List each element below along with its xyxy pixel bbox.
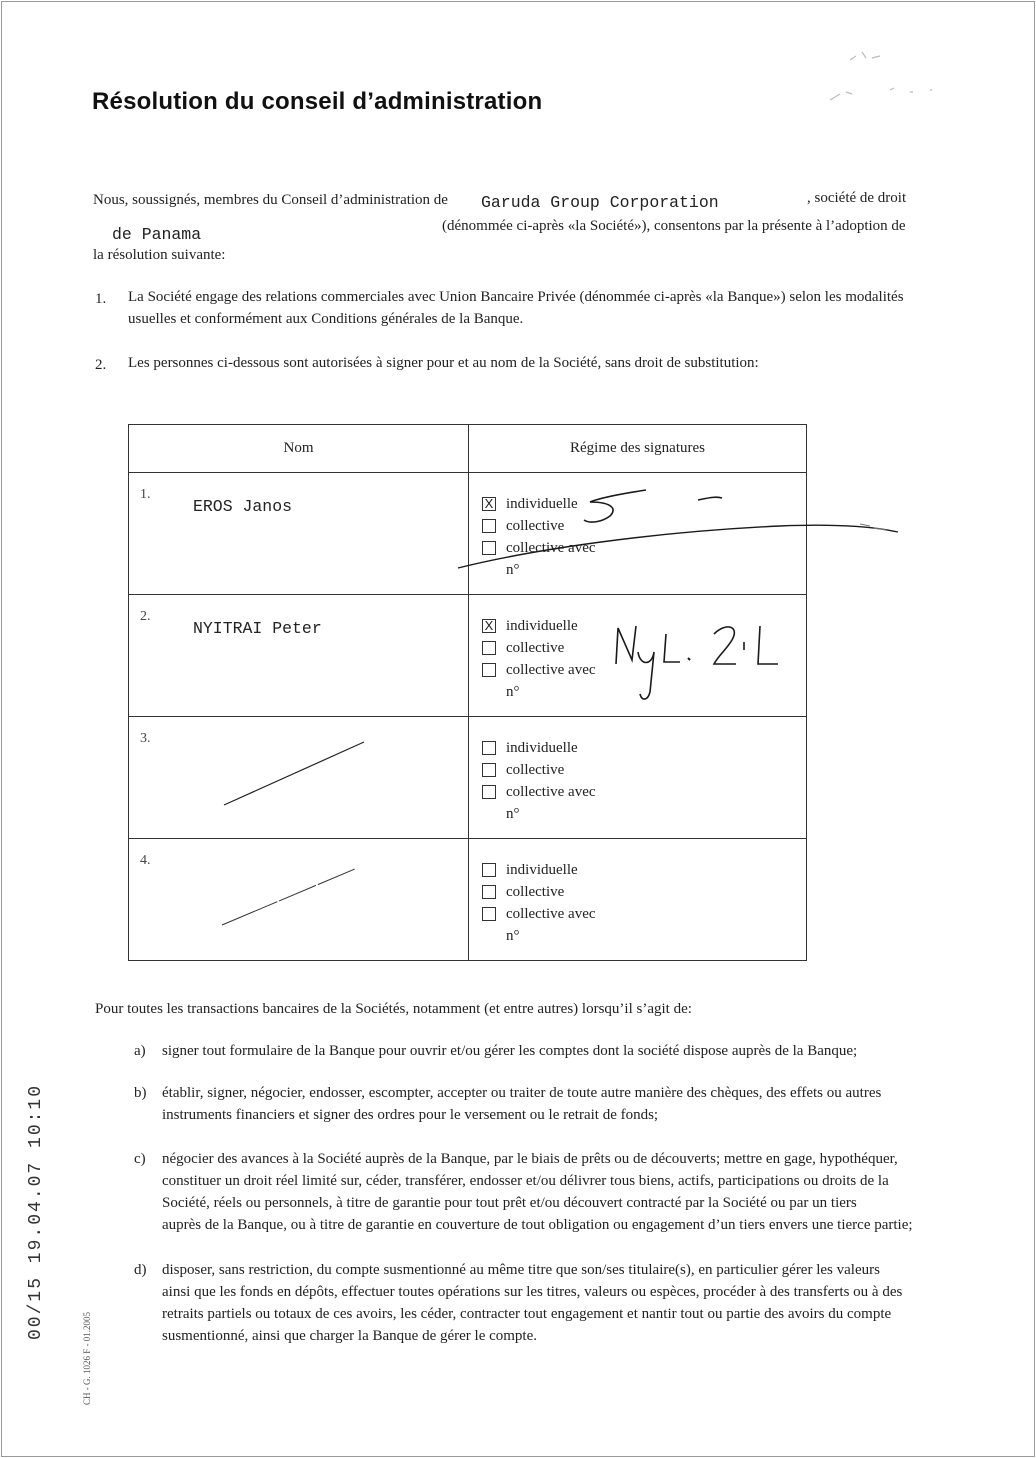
form-code: CH - G. 1026 F - 01.2005 — [82, 1311, 92, 1405]
checkbox-individuelle[interactable]: X — [482, 497, 496, 511]
checkbox-individuelle[interactable] — [482, 741, 496, 755]
row-number: 3. — [140, 731, 151, 746]
list-line: signer tout formulaire de la Banque pour ouvrir et/ou gérer les comptes dont la société dispose auprès de la Banque; — [162, 1043, 858, 1059]
regime-options — [482, 615, 596, 703]
list-letter: d) — [134, 1262, 147, 1278]
number-label: n° — [506, 928, 520, 944]
document-title: Résolution du conseil d’administration — [92, 88, 543, 115]
intro-mid: (dénommée ci-après «la Société»), consentons par la présente à l’adoption de — [442, 218, 906, 234]
list-line: négocier des avances à la Société auprès de la Banque, par le biais de prêts ou de découverts; mettre en gage, hypothéquer, — [162, 1151, 898, 1167]
option-label: collective avec — [506, 784, 596, 800]
strike-line — [219, 737, 369, 812]
option-label: individuelle — [506, 618, 578, 634]
intro-after-company: , société de droit — [807, 190, 907, 206]
list-line: établir, signer, négocier, endosser, escompter, accepter ou traiter de toute autre manière des chèques, des effets ou autres — [162, 1085, 882, 1101]
clause-2-number: 2. — [95, 357, 107, 373]
row-number: 1. — [140, 487, 151, 502]
option-label: collective avec — [506, 540, 596, 556]
option-label: collective — [506, 640, 565, 656]
column-header-name: Nom — [129, 425, 469, 473]
regime-options — [482, 859, 596, 947]
fax-stamp-text: 00/15 19.04.07 10:10 — [26, 1083, 46, 1340]
list-line: constituer un droit réel limité sur, céder, transférer, endosser et/ou délivrer tous biens, actifs, participations ou droits de la — [162, 1173, 889, 1189]
list-letter: a) — [134, 1043, 146, 1059]
table-row — [129, 839, 807, 961]
signature-nyitrai — [610, 612, 790, 707]
number-label: n° — [506, 562, 520, 578]
option-label: individuelle — [506, 496, 578, 512]
checkbox-collective-avec[interactable] — [482, 907, 496, 921]
signatory-name: EROS Janos — [193, 497, 293, 516]
option-label: collective avec — [506, 662, 596, 678]
list-line: instruments financiers et signer des ordres pour le versement ou le retrait de fonds; — [162, 1107, 659, 1123]
checkbox-individuelle[interactable]: X — [482, 619, 496, 633]
row-number: 4. — [140, 853, 151, 868]
jurisdiction: de Panama — [112, 225, 202, 244]
checkbox-collective[interactable] — [482, 885, 496, 899]
table-row — [129, 717, 807, 839]
intro-end: la résolution suivante: — [93, 247, 226, 263]
option-label: collective — [506, 762, 565, 778]
list-line: auprès de la Banque, ou à titre de garantie en couverture de tout obligation ou engagement d’un tiers envers une tierce partie; — [162, 1217, 913, 1233]
option-label: individuelle — [506, 862, 578, 878]
clause-1-line: La Société engage des relations commerciales avec Union Bancaire Privée (dénommée ci-après «la Banque») selon les modalités — [128, 289, 904, 305]
row-number: 2. — [140, 609, 151, 624]
clause-1-number: 1. — [95, 291, 107, 307]
signatory-name: NYITRAI Peter — [193, 619, 322, 638]
company-name: Garuda Group Corporation — [481, 193, 719, 212]
regime-options — [482, 737, 596, 825]
number-label: n° — [506, 684, 520, 700]
list-line: disposer, sans restriction, du compte susmentionné au même titre que son/ses titulaire(s), en particulier gérer les valeurs — [162, 1262, 880, 1278]
list-line: Société, réels ou personnels, à titre de garantie pour tout prêt et/ou découvert contracté par la Société ou par un tiers — [162, 1195, 857, 1211]
list-line: susmentionné, ainsi que charger la Banque de gérer le compte. — [162, 1328, 538, 1344]
checkbox-collective-avec[interactable] — [482, 663, 496, 677]
checkbox-individuelle[interactable] — [482, 863, 496, 877]
option-label: collective avec — [506, 906, 596, 922]
clause-1 — [128, 286, 958, 330]
list-line: retraits partiels ou totaux de ces avoirs, les céder, contracter tout engagement et nantir tout ou partie des avoirs du compte — [162, 1306, 892, 1322]
intro-lead: Nous, soussignés, membres du Conseil d’administration de — [93, 192, 448, 208]
list-line: ainsi que les fonds en dépôts, effectuer toutes opérations sur les titres, valeurs ou espèces, procéder à des transferts ou à des — [162, 1284, 903, 1300]
strike-line — [219, 861, 369, 931]
option-label: collective — [506, 518, 565, 534]
clause-2: Les personnes ci-dessous sont autorisées à signer pour et au nom de la Société, sans droit de substitution: — [128, 355, 759, 371]
list-letter: b) — [134, 1085, 147, 1101]
checkbox-collective[interactable] — [482, 763, 496, 777]
fax-stamp — [26, 1060, 50, 1340]
column-header-regime: Régime des signatures — [469, 425, 807, 473]
margin-scribble — [810, 40, 950, 110]
clause-1-line: usuelles et conformément aux Conditions générales de la Banque. — [128, 311, 524, 327]
checkbox-collective-avec[interactable] — [482, 785, 496, 799]
number-label: n° — [506, 806, 520, 822]
option-label: collective — [506, 884, 565, 900]
transactions-lead: Pour toutes les transactions bancaires de la Sociétés, notamment (et entre autres) lorsqu’il s’agit de: — [95, 1001, 692, 1017]
signature-eros — [450, 480, 910, 580]
checkbox-collective[interactable] — [482, 641, 496, 655]
list-letter: c) — [134, 1151, 146, 1167]
option-label: individuelle — [506, 740, 578, 756]
